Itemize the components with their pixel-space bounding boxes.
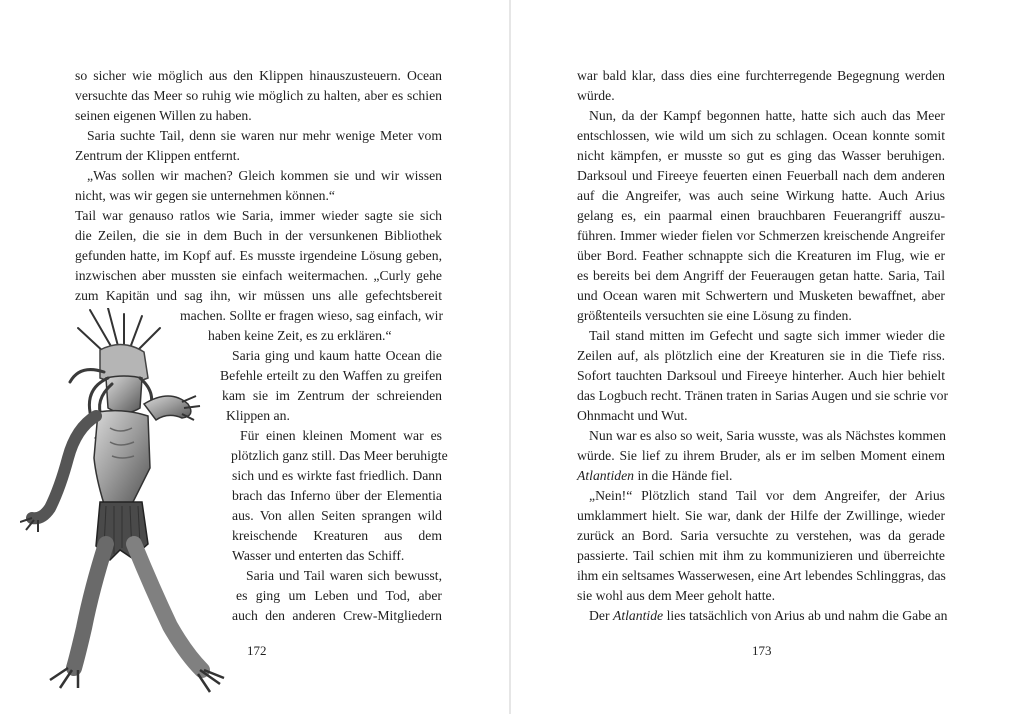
text-line: würde. xyxy=(577,88,615,103)
right-page xyxy=(511,0,1020,714)
text-line: Saria suchte Tail, denn sie waren nur mehr wenige Meter vom xyxy=(87,128,442,143)
text-line: war bald klar, dass dies eine furchterregende Begegnung werden xyxy=(577,68,945,83)
text-line: zurück an Bord. Saria versuchte zu verstehen, was da gerade xyxy=(577,528,945,543)
text-line: würde. Sie lief zu ihrem Bruder, als er im selben Moment einem xyxy=(577,448,945,463)
text-line: Zeilen auf, als plötzlich eine der Kreaturen sie in die Tiefe riss. xyxy=(577,348,945,363)
text-line: Darksoul und Fireeye feuerten einen Feuerball nach dem anderen xyxy=(577,168,945,183)
text-line: Wasser und enterten das Schiff. xyxy=(232,548,405,563)
sea-creature-illustration xyxy=(20,308,255,708)
text-line: Nun war es also so weit, Saria wusste, was als Nächstes kommen xyxy=(589,428,946,443)
text-line: entschlossen, wie wild um sich zu schlagen. Ocean konnte somit xyxy=(577,128,945,143)
text-line: umklammert hielt. Sie war, dank der Hilfe der Zwillinge, wieder xyxy=(577,508,945,523)
text-line: gefunden hatte, im Kopf auf. Es musste irgendeine Lösung geben, xyxy=(75,248,442,263)
text-line: ihm ein seltsames Wasserwesen, eine Art lebendes Schlinggras, das xyxy=(577,568,946,583)
text-line: über Bord. Feather schnappte sich die Kreaturen im Flug, wie er xyxy=(577,248,945,263)
text-line: Atlantiden in die Hände fiel. xyxy=(577,468,733,483)
text-line: aus. Von allen Seiten sprangen wild xyxy=(232,508,442,523)
text-line: auch den anderen Crew-Mitgliedern xyxy=(232,608,442,623)
text-line: kam sie im Zentrum der schreienden xyxy=(222,388,442,403)
text-line: Saria ging und kaum hatte Ocean die xyxy=(232,348,442,363)
text-line: Der Atlantide lies tatsächlich von Arius ab und nahm die Gabe an xyxy=(589,608,948,623)
page-number: 173 xyxy=(752,643,772,658)
text-line: gelang es, ein paarmal einen brauchbaren Feuerangriff auszu- xyxy=(577,208,945,223)
text-line: Sofort tauchten Darksoul und Fireeye hinterher. Auch hier behielt xyxy=(577,368,945,383)
text-line: Ohnmacht und Wut. xyxy=(577,408,688,423)
text-line: sich und es wirkte fast friedlich. Dann xyxy=(232,468,442,483)
text-line: Klippen an. xyxy=(226,408,290,423)
text-line: nicht, was wir gegen sie unternehmen können.“ xyxy=(75,188,335,203)
text-line: größtenteils versuchten sie eine Lösung zu finden. xyxy=(577,308,852,323)
text-line: so sicher wie möglich aus den Klippen hinauszusteuern. Ocean xyxy=(75,68,442,83)
text-line: auf die Angreifer, was auch seine Wirkung hatte. Auch Arius xyxy=(577,188,945,203)
text-line: passierte. Tail schien mit ihm zu kommunizieren und überreichte xyxy=(577,548,945,563)
text-line: Saria und Tail waren sich bewusst, xyxy=(246,568,442,583)
text-line: haben keine Zeit, es zu erklären.“ xyxy=(208,328,392,343)
left-page xyxy=(0,0,509,714)
text-line: Nun, da der Kampf begonnen hatte, hatte sich auch das Meer xyxy=(589,108,945,123)
text-line: seinen eigenen Willen zu haben. xyxy=(75,108,252,123)
text-line: plötzlich ganz still. Das Meer beruhigte xyxy=(231,448,448,463)
text-line: Tail war genauso ratlos wie Saria, immer wieder sagte sie sich xyxy=(75,208,442,223)
text-line: inzwischen aber mussten sie einfach weitermachen. „Curly gehe xyxy=(75,268,442,283)
text-line: Zentrum der Klippen entfernt. xyxy=(75,148,240,163)
text-line: sie wohl aus dem Meer geholt hatte. xyxy=(577,588,776,603)
text-line: Für einen kleinen Moment war es xyxy=(240,428,442,443)
text-line: kreischende Kreaturen aus dem xyxy=(232,528,442,543)
page-number: 172 xyxy=(247,643,267,658)
text-line: die Zeilen, die sie in dem Buch in der versunkenen Bibliothek xyxy=(75,228,442,243)
text-line: und Ocean waren mit Schwertern und Musketen bewaffnet, aber xyxy=(577,288,945,303)
text-line: „Was sollen wir machen? Gleich kommen sie und wir wissen xyxy=(87,168,442,183)
text-line: es ging um Leben und Tod, aber xyxy=(236,588,442,603)
text-line: „Nein!“ Plötzlich stand Tail vor dem Angreifer, der Arius xyxy=(589,488,945,503)
text-line: brach das Inferno über der Elementia xyxy=(232,488,442,503)
text-line: nicht kämpfen, er musste so gut es ging das Wasser beruhigen. xyxy=(577,148,945,163)
text-line: das Logbuch recht. Tränen traten in Sarias Augen und sie schrie vor xyxy=(577,388,948,403)
text-line: führen. Immer wieder fielen vor Schmerzen kreischende Angreifer xyxy=(577,228,945,243)
text-line: es bereits bei dem Angriff der Feueraugen getan hatte. Saria, Tail xyxy=(577,268,945,283)
text-line: zum Kapitän und sag ihn, wir müssen uns alle gefechtsbereit xyxy=(75,288,442,303)
text-line: Tail stand mitten im Gefecht und sagte sich immer wieder die xyxy=(589,328,945,343)
text-line: versuchte das Meer so ruhig wie möglich zu halten, aber es schien xyxy=(75,88,442,103)
text-line: machen. Sollte er fragen wieso, sag einfach, wir xyxy=(180,308,444,323)
text-line: Befehle erteilt zu den Waffen zu greifen xyxy=(220,368,442,383)
